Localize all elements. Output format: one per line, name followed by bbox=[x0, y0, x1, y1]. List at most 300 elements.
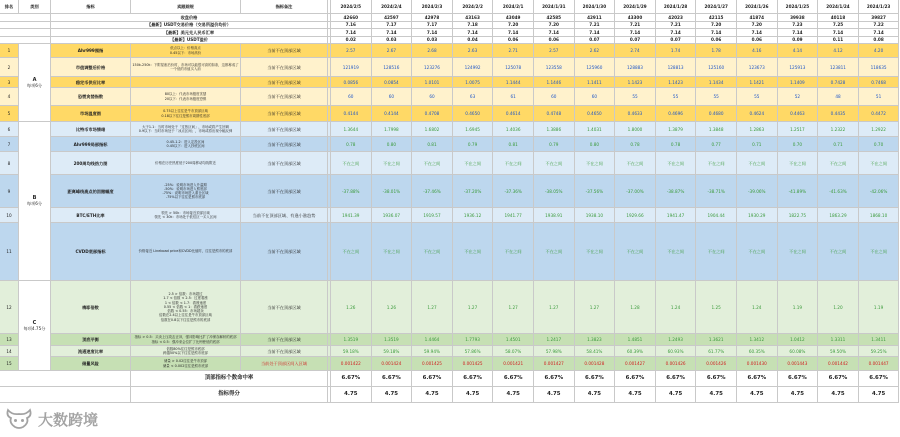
summary-value: 6.67% bbox=[696, 371, 737, 387]
watermark-text: 大数跨境 bbox=[38, 410, 99, 429]
row-value: 55 bbox=[656, 88, 697, 106]
summary-value: 6.67% bbox=[859, 371, 900, 387]
row-value: -37.20% bbox=[453, 175, 494, 208]
row-indicator: 储量风险 bbox=[51, 357, 131, 371]
row-rank: 6 bbox=[0, 122, 19, 137]
row-value: 1.2517 bbox=[778, 122, 819, 137]
row-remark: 当前不在顶部区域 bbox=[241, 137, 328, 152]
header-date: 2024/2/4 bbox=[372, 0, 413, 14]
row-value: 59.25% bbox=[859, 346, 900, 357]
row-value: 不在之间 bbox=[534, 152, 575, 175]
row-value: 128813 bbox=[656, 58, 697, 77]
row-value: 1.2922 bbox=[859, 122, 900, 137]
top-row-blank bbox=[0, 29, 51, 37]
summary-value: 6.67% bbox=[372, 371, 413, 387]
row-value: 1.27 bbox=[534, 281, 575, 334]
top-row-value: 42660 bbox=[331, 14, 372, 22]
row-value: 1.74 bbox=[656, 44, 697, 58]
row-value: -38.05% bbox=[534, 175, 575, 208]
row-value: 1938.10 bbox=[575, 208, 616, 223]
row-judgment: 0.75以上往往是牛市顶部区域 0.18以下往往是熊市周期性底部 bbox=[131, 106, 241, 122]
row-rank: 15 bbox=[0, 357, 19, 371]
row-rank: 10 bbox=[0, 208, 19, 223]
section-sublabel: 每项6分 bbox=[26, 201, 43, 206]
row-value: 1938.91 bbox=[534, 208, 575, 223]
row-value: 1863.29 bbox=[818, 208, 859, 223]
row-value: 60 bbox=[331, 88, 372, 106]
header-date: 2024/2/5 bbox=[331, 0, 372, 14]
header-date: 2024/1/30 bbox=[575, 0, 616, 14]
row-value: 1.3621 bbox=[696, 334, 737, 346]
row-value: 不在之间 bbox=[696, 223, 737, 281]
row-remark: 当前不在顶部区域 bbox=[241, 77, 328, 88]
summary-value: 6.67% bbox=[575, 371, 616, 387]
row-value: -37.36% bbox=[493, 175, 534, 208]
row-value: 不在之间 bbox=[412, 223, 453, 281]
row-value: 52 bbox=[778, 88, 819, 106]
row-rank: 5 bbox=[0, 106, 19, 122]
row-remark: 当前不在顶部区域 bbox=[241, 106, 328, 122]
row-value: 2.57 bbox=[534, 44, 575, 58]
row-value: 59.18% bbox=[372, 346, 413, 357]
summary-value: 6.67% bbox=[331, 371, 372, 387]
summary-value: 4.75 bbox=[453, 387, 494, 403]
top-row-value: 7.14 bbox=[575, 29, 616, 37]
row-value: 不在之间 bbox=[493, 152, 534, 175]
row-rank: 9 bbox=[0, 175, 19, 208]
top-row-value: 42911 bbox=[575, 14, 616, 22]
summary-value: 6.67% bbox=[656, 371, 697, 387]
row-value: 0.70 bbox=[859, 137, 900, 152]
header-date: 2024/1/29 bbox=[615, 0, 656, 14]
row-remark: 当前不在顶部区域 bbox=[241, 44, 328, 58]
top-row-value: 0.06 bbox=[493, 37, 534, 45]
top-row-value: 7.14 bbox=[493, 29, 534, 37]
row-remark: 当前不在顶部区域 bbox=[241, 223, 328, 281]
row-value: 0.001427 bbox=[534, 357, 575, 371]
row-value: 0.4614 bbox=[493, 106, 534, 122]
row-value: 128516 bbox=[372, 58, 413, 77]
row-judgment bbox=[131, 77, 241, 88]
section-label: B bbox=[32, 195, 37, 201]
row-value: 1919.57 bbox=[412, 208, 453, 223]
row-value: 不在之间 bbox=[412, 152, 453, 175]
section-label: A bbox=[32, 76, 37, 83]
row-value: 128883 bbox=[615, 58, 656, 77]
top-row-blank bbox=[0, 37, 51, 45]
row-value: 0.4435 bbox=[818, 106, 859, 122]
summary-label: 顶部指标个数命中率 bbox=[131, 371, 328, 387]
row-indicator: 稳定币供应比率 bbox=[51, 77, 131, 88]
row-value: 1.20 bbox=[818, 281, 859, 334]
row-value: 1.4851 bbox=[615, 334, 656, 346]
summary-blank bbox=[0, 371, 131, 387]
row-remark: 当前不在顶部区域 bbox=[241, 122, 328, 137]
row-value: 123811 bbox=[818, 58, 859, 77]
row-indicator: 市值调整后价格 bbox=[51, 58, 131, 77]
row-value: -38.87% bbox=[656, 175, 697, 208]
top-row-blank bbox=[0, 14, 51, 22]
row-value: 不在之间 bbox=[818, 152, 859, 175]
row-value: 0.4696 bbox=[656, 106, 697, 122]
row-value: 1.3519 bbox=[372, 334, 413, 346]
row-indicator: Ahr999囤指 bbox=[51, 44, 131, 58]
row-value: 51 bbox=[859, 88, 900, 106]
row-value: 1.2417 bbox=[534, 334, 575, 346]
row-value: 0.80 bbox=[372, 137, 413, 152]
row-value: 不在之间 bbox=[778, 223, 819, 281]
row-indicator: 流通速度比率 bbox=[51, 346, 131, 357]
row-value: 0.71 bbox=[737, 137, 778, 152]
header-date: 2024/1/24 bbox=[818, 0, 859, 14]
row-value: 125913 bbox=[778, 58, 819, 77]
summary-value: 4.75 bbox=[737, 387, 778, 403]
summary-blank bbox=[0, 387, 131, 403]
row-remark: 当前不在顶部区域 bbox=[241, 88, 328, 106]
row-value: 125078 bbox=[493, 58, 534, 77]
top-row-value: 42023 bbox=[656, 14, 697, 22]
top-row-value: 0.08 bbox=[859, 37, 900, 45]
row-value: 0.4144 bbox=[331, 106, 372, 122]
top-row-value: 0.03 bbox=[372, 37, 413, 45]
row-value: 0.0854 bbox=[372, 77, 413, 88]
row-value: -38.71% bbox=[696, 175, 737, 208]
top-row-value: 0.03 bbox=[412, 37, 453, 45]
row-value: 1.1446 bbox=[534, 77, 575, 88]
row-value: 1.19 bbox=[859, 281, 900, 334]
top-row-blank bbox=[0, 22, 51, 30]
row-remark: 当前不在顶部区域 bbox=[241, 281, 328, 334]
row-value: 0.001425 bbox=[453, 357, 494, 371]
top-row-value: 7.16 bbox=[331, 22, 372, 30]
top-row-value: 7.14 bbox=[372, 29, 413, 37]
row-value: 1.3848 bbox=[696, 122, 737, 137]
row-value: 0.78 bbox=[656, 137, 697, 152]
row-value: 2.71 bbox=[493, 44, 534, 58]
row-value: 1.6945 bbox=[453, 122, 494, 137]
row-value: 63 bbox=[453, 88, 494, 106]
row-value: 0.78 bbox=[615, 137, 656, 152]
row-value: 4.16 bbox=[737, 44, 778, 58]
header-date: 2024/2/2 bbox=[453, 0, 494, 14]
top-row-label: 【最新】USDT交易价格（交易所溢价均价） bbox=[51, 22, 328, 30]
summary-value: 4.75 bbox=[575, 387, 616, 403]
summary-value: 4.75 bbox=[615, 387, 656, 403]
row-value: 57.86% bbox=[453, 346, 494, 357]
top-row-value: 43300 bbox=[615, 14, 656, 22]
row-value: 0.4748 bbox=[534, 106, 575, 122]
row-judgment: 指标 > 0.5：买卖上压攻击正冲，强冲影响比扩了冲保存解析的底部 指标 < 0.5：强冲来会位扩了比例使低的底部 bbox=[131, 334, 241, 346]
cow-head-logo-icon bbox=[4, 408, 34, 430]
header-date: 2024/1/28 bbox=[656, 0, 697, 14]
row-value: 不在之间 bbox=[453, 152, 494, 175]
row-value: -41.63% bbox=[818, 175, 859, 208]
top-row-value: 7.14 bbox=[453, 29, 494, 37]
row-rank: 3 bbox=[0, 77, 19, 88]
row-value: 不在之间 bbox=[615, 223, 656, 281]
summary-value: 4.75 bbox=[331, 387, 372, 403]
row-judgment: 领先 > 50k：市场接近顶部区域 领先 < 30k：市场处于低估区一买入区间 bbox=[131, 208, 241, 223]
row-indicator: 200周均线热力图 bbox=[51, 152, 131, 175]
row-value: 1.6802 bbox=[412, 122, 453, 137]
row-indicator: BTC/ETH比率 bbox=[51, 208, 131, 223]
row-indicator: CVDD底部指标 bbox=[51, 223, 131, 281]
row-value: 2.63 bbox=[453, 44, 494, 58]
row-value: 1.7793 bbox=[453, 334, 494, 346]
row-value: 1941.39 bbox=[331, 208, 372, 223]
top-row-value: 7.21 bbox=[656, 22, 697, 30]
row-value: 1.3644 bbox=[331, 122, 372, 137]
row-value: 0.001421 bbox=[493, 357, 534, 371]
top-row-value: 0.11 bbox=[818, 37, 859, 45]
row-value: 57.98% bbox=[534, 346, 575, 357]
section-category bbox=[19, 122, 51, 281]
row-value: 1.2493 bbox=[656, 334, 697, 346]
row-value: 59.50% bbox=[818, 346, 859, 357]
row-value: 0.81 bbox=[412, 137, 453, 152]
row-value: 0.4144 bbox=[372, 106, 413, 122]
row-value: -42.06% bbox=[859, 175, 900, 208]
row-value: 1.1444 bbox=[493, 77, 534, 88]
row-value: 0.79 bbox=[534, 137, 575, 152]
row-value: 0.4650 bbox=[453, 106, 494, 122]
row-value: 1.24 bbox=[737, 281, 778, 334]
row-value: 不在之间 bbox=[696, 152, 737, 175]
row-value: 不在之间 bbox=[859, 223, 900, 281]
top-row-value: 41874 bbox=[737, 14, 778, 22]
top-row-value: 7.17 bbox=[372, 22, 413, 30]
summary-value: 6.67% bbox=[412, 371, 453, 387]
row-value: 4.12 bbox=[818, 44, 859, 58]
section-category bbox=[19, 281, 51, 371]
row-value: 1.78 bbox=[696, 44, 737, 58]
row-value: 2.68 bbox=[412, 44, 453, 58]
row-value: 1.3311 bbox=[818, 334, 859, 346]
summary-value: 4.75 bbox=[818, 387, 859, 403]
row-value: -38.01% bbox=[372, 175, 413, 208]
row-value: 1.2322 bbox=[818, 122, 859, 137]
section-label: C bbox=[32, 319, 37, 326]
row-value: 1.4036 bbox=[493, 122, 534, 137]
row-value: -39.06% bbox=[737, 175, 778, 208]
header-date: 2024/1/27 bbox=[696, 0, 737, 14]
row-value: 0.001426 bbox=[656, 357, 697, 371]
summary-value: 4.75 bbox=[778, 387, 819, 403]
top-row-value: 7.20 bbox=[737, 22, 778, 30]
row-value: 123558 bbox=[534, 58, 575, 77]
row-value: 1.24 bbox=[656, 281, 697, 334]
row-value: 1.4031 bbox=[575, 122, 616, 137]
row-value: -37.00% bbox=[615, 175, 656, 208]
row-value: 1.26 bbox=[331, 281, 372, 334]
row-value: 59.18% bbox=[331, 346, 372, 357]
top-row-value: 7.14 bbox=[859, 29, 900, 37]
summary-value: 4.75 bbox=[493, 387, 534, 403]
top-row-value: 42585 bbox=[534, 14, 575, 22]
row-judgment: 150k-250k：下附星座后价时，市场可以能很可高的如条，这都称成了一个低的市值买入前 bbox=[131, 58, 241, 77]
header-date: 2024/1/26 bbox=[737, 0, 778, 14]
row-judgment: 低点以上：价格高点 0.45以下：市场高价 bbox=[131, 44, 241, 58]
top-row-value: 42597 bbox=[372, 14, 413, 22]
top-row-value: 40118 bbox=[818, 14, 859, 22]
summary-value: 6.67% bbox=[534, 371, 575, 387]
top-row-value: 7.14 bbox=[737, 29, 778, 37]
row-judgment: 储量 > 0.02往往是牛市顶部 储量 < 0.002往往是熊市底部 bbox=[131, 357, 241, 371]
row-remark: 当前不在顶部区域 bbox=[241, 346, 328, 357]
row-value: 60.39% bbox=[615, 346, 656, 357]
row-value: 1.1423 bbox=[615, 77, 656, 88]
row-value: 1.1421 bbox=[737, 77, 778, 88]
top-row-value: 7.14 bbox=[656, 29, 697, 37]
top-row-value: 42978 bbox=[412, 14, 453, 22]
row-value: 0.70 bbox=[778, 137, 819, 152]
row-value: 0.001425 bbox=[412, 357, 453, 371]
top-row-value: 39938 bbox=[778, 14, 819, 22]
top-row-value: 42115 bbox=[696, 14, 737, 22]
row-value: 1868.10 bbox=[859, 208, 900, 223]
top-row-label: 【最新】美元兑人民币汇率 bbox=[51, 29, 328, 37]
row-value: 60.08% bbox=[778, 346, 819, 357]
row-value: 125160 bbox=[696, 58, 737, 77]
row-value: 不在之间 bbox=[656, 223, 697, 281]
row-remark: 当前不在顶部区域 bbox=[241, 58, 328, 77]
row-value: 1.8000 bbox=[615, 122, 656, 137]
row-value: 0.001424 bbox=[372, 357, 413, 371]
header-judgment: 卖跟踪规 bbox=[131, 0, 241, 14]
row-value: 2.74 bbox=[615, 44, 656, 58]
row-value: 60.35% bbox=[737, 346, 778, 357]
row-value: 0.4650 bbox=[575, 106, 616, 122]
top-row-label: 【最新】USDT溢价 bbox=[51, 37, 328, 45]
top-row-value: 7.14 bbox=[412, 29, 453, 37]
top-row-value: 0.07 bbox=[656, 37, 697, 45]
top-row-value: 0.07 bbox=[575, 37, 616, 45]
summary-value: 6.67% bbox=[615, 371, 656, 387]
row-value: 0.001442 bbox=[818, 357, 859, 371]
row-indicator: 市场温度图 bbox=[51, 106, 131, 122]
row-value: 55 bbox=[737, 88, 778, 106]
row-value: 1.1434 bbox=[696, 77, 737, 88]
row-value: 1.0101 bbox=[412, 77, 453, 88]
row-value: 61.77% bbox=[696, 346, 737, 357]
row-value: -37.46% bbox=[412, 175, 453, 208]
row-indicator: 恐慌贪婪指数 bbox=[51, 88, 131, 106]
row-value: 不在之间 bbox=[453, 223, 494, 281]
row-value: 0.71 bbox=[818, 137, 859, 152]
row-value: 1822.75 bbox=[778, 208, 819, 223]
row-value: 0.001443 bbox=[778, 357, 819, 371]
row-value: 0.80 bbox=[575, 137, 616, 152]
row-rank: 8 bbox=[0, 152, 19, 175]
top-row-value: 43163 bbox=[453, 14, 494, 22]
header-date: 2024/2/1 bbox=[493, 0, 534, 14]
row-value: 0.001430 bbox=[737, 357, 778, 371]
row-rank: 2 bbox=[0, 58, 19, 77]
top-row-value: 7.14 bbox=[778, 29, 819, 37]
top-row-value: 7.18 bbox=[453, 22, 494, 30]
top-row-value: 7.14 bbox=[818, 29, 859, 37]
top-row-value: 0.04 bbox=[453, 37, 494, 45]
row-value: 0.0856 bbox=[331, 77, 372, 88]
header-category: 类别 bbox=[19, 0, 51, 14]
row-value: 不在之间 bbox=[615, 152, 656, 175]
top-row-value: 7.20 bbox=[493, 22, 534, 30]
summary-value: 4.75 bbox=[412, 387, 453, 403]
header-date: 2024/1/23 bbox=[859, 0, 900, 14]
watermark bbox=[4, 405, 124, 433]
row-value: 不在之间 bbox=[818, 223, 859, 281]
row-value: 0.001426 bbox=[696, 357, 737, 371]
row-value: 1.1423 bbox=[656, 77, 697, 88]
summary-value: 6.67% bbox=[453, 371, 494, 387]
row-value: 不在之间 bbox=[656, 152, 697, 175]
row-value: 1.3519 bbox=[331, 334, 372, 346]
row-value: 不在之间 bbox=[372, 152, 413, 175]
row-value: 不在之间 bbox=[331, 223, 372, 281]
row-judgment: 倍数80%往往是熊市底部 跨越50%以下往往是熊市底部 bbox=[131, 346, 241, 357]
row-value: 1.3823 bbox=[575, 334, 616, 346]
row-remark: 当前不在顶部区域 bbox=[241, 334, 328, 346]
summary-value: 4.75 bbox=[859, 387, 900, 403]
row-value: 1.19 bbox=[778, 281, 819, 334]
row-value: 0.81 bbox=[493, 137, 534, 152]
row-value: 1.4501 bbox=[493, 334, 534, 346]
section-sublabel: 每项4.75分 bbox=[23, 325, 46, 331]
row-judgment: 0.45-1.2：进入定投区间 0.45以下：进入抄底区间 bbox=[131, 137, 241, 152]
row-value: 1936.12 bbox=[453, 208, 494, 223]
row-value: 118635 bbox=[859, 58, 900, 77]
row-value: 1.7998 bbox=[372, 122, 413, 137]
row-value: 1.27 bbox=[453, 281, 494, 334]
row-value: 1.0412 bbox=[778, 334, 819, 346]
row-value: 0.4708 bbox=[412, 106, 453, 122]
row-value: 1.27 bbox=[493, 281, 534, 334]
top-row-value: 39827 bbox=[859, 14, 900, 22]
row-rank: 1 bbox=[0, 44, 19, 58]
header-indicator: 指标 bbox=[51, 0, 131, 14]
row-value: 123673 bbox=[737, 58, 778, 77]
top-row-value: 7.14 bbox=[534, 29, 575, 37]
row-value: 1.4464 bbox=[412, 334, 453, 346]
top-row-value: 43049 bbox=[493, 14, 534, 22]
header-date: 2024/1/31 bbox=[534, 0, 575, 14]
summary-value: 6.67% bbox=[737, 371, 778, 387]
summary-value: 4.75 bbox=[656, 387, 697, 403]
row-remark: 当前不在顶部区域 bbox=[241, 175, 328, 208]
row-value: 0.001428 bbox=[575, 357, 616, 371]
header-remark: 指标备注 bbox=[241, 0, 328, 14]
top-row-value: 0.09 bbox=[778, 37, 819, 45]
row-value: 121919 bbox=[331, 58, 372, 77]
row-value: 1.1411 bbox=[575, 77, 616, 88]
header-date: 2024/1/25 bbox=[778, 0, 819, 14]
row-value: 不在之间 bbox=[575, 223, 616, 281]
top-row-value: 7.23 bbox=[778, 22, 819, 30]
top-row-label: 收盘价格 bbox=[51, 14, 328, 22]
row-remark: 当前不在顶部区域 bbox=[241, 152, 328, 175]
row-value: 0.78 bbox=[331, 137, 372, 152]
row-value: 60 bbox=[412, 88, 453, 106]
row-judgment: 80以上：代表市场极度贪婪 20以下：代表市场极度恐惧 bbox=[131, 88, 241, 106]
row-rank: 11 bbox=[0, 223, 19, 281]
top-row-value: 0.06 bbox=[737, 37, 778, 45]
header-rank: 排名 bbox=[0, 0, 19, 14]
row-judgment: -25%：说明市场进入升温期 -50%：说明市场进入熊底部 -75%：说明市场进入重仓区域 -75%以下往往是熊市底部 bbox=[131, 175, 241, 208]
row-rank: 13 bbox=[0, 334, 19, 346]
row-value: 48 bbox=[818, 88, 859, 106]
row-value: 1.28 bbox=[615, 281, 656, 334]
row-value: 4.20 bbox=[859, 44, 900, 58]
